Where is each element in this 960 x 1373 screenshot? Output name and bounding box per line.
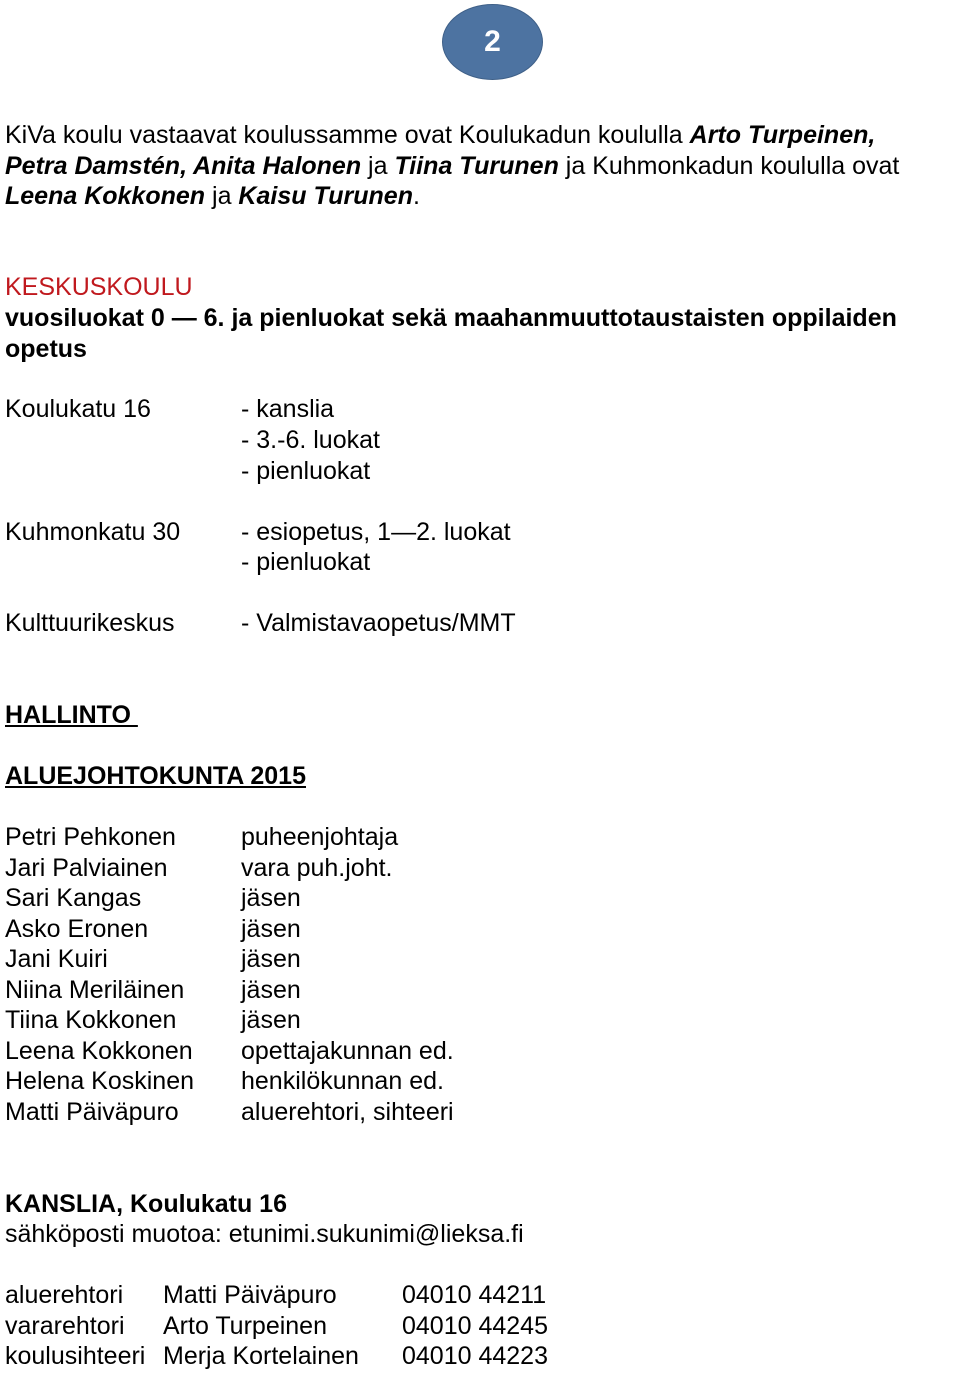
person-name: Kaisu Turunen <box>238 182 413 210</box>
aluejohtokunta-title: ALUEJOHTOKUNTA 2015 <box>5 762 306 790</box>
person-name: Leena Kokkonen <box>5 182 206 210</box>
intro-text: ja <box>205 182 239 210</box>
location-name: Kuhmonkatu 30 <box>5 518 181 546</box>
location-item: - 3.-6. luokat <box>241 426 380 454</box>
location-item: - Valmistavaopetus/MMT <box>241 609 516 637</box>
intro-line-2 <box>5 151 899 181</box>
intro-line-1 <box>5 120 875 150</box>
contact-name: Arto Turpeinen <box>163 1312 327 1340</box>
location-name: Koulukatu 16 <box>5 395 151 423</box>
board-member-name: Jani Kuiri <box>5 945 108 973</box>
keskuskoulu-subtitle: opetus <box>5 335 87 363</box>
board-member-role: opettajakunnan ed. <box>241 1037 454 1065</box>
board-member-role: jäsen <box>241 976 301 1004</box>
location-item: - kanslia <box>241 395 335 423</box>
board-member-name: Tiina Kokkonen <box>5 1006 177 1034</box>
board-member-name: Leena Kokkonen <box>5 1037 193 1065</box>
contact-phone: 04010 44211 <box>402 1281 547 1309</box>
board-member-name: Asko Eronen <box>5 915 149 943</box>
board-member-name: Sari Kangas <box>5 884 142 912</box>
contact-name: Merja Kortelainen <box>163 1342 359 1370</box>
intro-line-3 <box>5 181 420 211</box>
intro-text: KiVa koulu vastaavat koulussamme ovat Koulukadun koululla <box>5 121 690 149</box>
board-member-role: aluerehtori, sihteeri <box>241 1098 454 1126</box>
board-member-name: Jari Palviainen <box>5 854 168 882</box>
person-name: Arto Turpeinen, <box>689 121 876 149</box>
location-name: Kulttuurikeskus <box>5 609 175 637</box>
contact-title: vararehtori <box>5 1312 125 1340</box>
intro-text: . <box>412 182 420 210</box>
hallinto-title: HALLINTO <box>5 701 138 729</box>
contact-phone: 04010 44223 <box>402 1342 548 1370</box>
location-item: - pienluokat <box>241 457 371 485</box>
person-name: Petra Damstén, Anita Halonen <box>5 152 362 180</box>
contact-phone: 04010 44245 <box>402 1312 548 1340</box>
contact-title: koulusihteeri <box>5 1342 146 1370</box>
board-member-name: Niina Meriläinen <box>5 976 185 1004</box>
email-format-note: sähköposti muotoa: etunimi.sukunimi@lieksa.fi <box>5 1220 524 1248</box>
board-member-role: jäsen <box>241 915 301 943</box>
kanslia-title: KANSLIA, Koulukatu 16 <box>5 1190 287 1218</box>
board-member-role: vara puh.joht. <box>241 854 393 882</box>
contact-name: Matti Päiväpuro <box>163 1281 337 1309</box>
board-member-name: Matti Päiväpuro <box>5 1098 179 1126</box>
person-name: Tiina Turunen <box>394 152 559 180</box>
page-number-badge: 2 <box>442 4 543 80</box>
keskuskoulu-title: KESKUSKOULU <box>5 273 193 301</box>
board-member-name: Petri Pehkonen <box>5 823 176 851</box>
board-member-role: henkilökunnan ed. <box>241 1067 444 1095</box>
board-member-role: jäsen <box>241 884 301 912</box>
board-member-role: puheenjohtaja <box>241 823 399 851</box>
board-member-name: Helena Koskinen <box>5 1067 195 1095</box>
board-member-role: jäsen <box>241 945 301 973</box>
keskuskoulu-subtitle: vuosiluokat 0 — 6. ja pienluokat sekä maahanmuuttotaustaisten oppilaiden <box>5 304 897 332</box>
intro-text: ja Kuhmonkadun koululla ovat <box>558 152 900 180</box>
intro-text: ja <box>361 152 395 180</box>
contact-title: aluerehtori <box>5 1281 124 1309</box>
board-member-role: jäsen <box>241 1006 301 1034</box>
location-item: - pienluokat <box>241 548 371 576</box>
location-item: - esiopetus, 1—2. luokat <box>241 518 511 546</box>
